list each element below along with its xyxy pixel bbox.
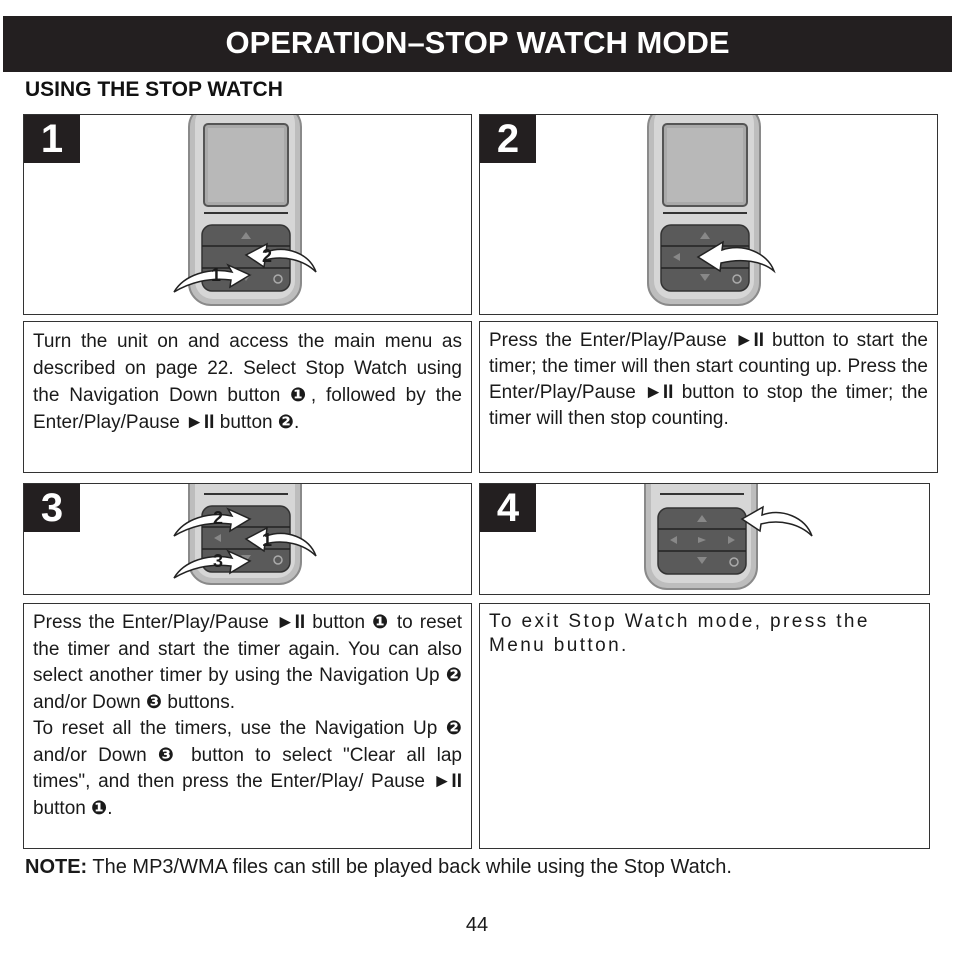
marker-1-icon: ❶ xyxy=(372,612,390,633)
step-number-badge: 1 xyxy=(24,115,80,163)
callout-number: 1 xyxy=(211,265,222,285)
description-text: and/or Down xyxy=(33,744,158,766)
step-3-illustration xyxy=(23,483,472,595)
description-text: To exit Stop Watch mode, press the Menu button. xyxy=(489,611,870,656)
marker-3-icon: ❸ xyxy=(146,691,163,713)
description-text: button to stop the timer; the timer will then stop counting. xyxy=(489,382,928,429)
mp3-player-illustration xyxy=(480,484,930,595)
step-2-illustration xyxy=(479,114,938,315)
play-pause-icon: ►II xyxy=(185,412,215,433)
section-heading: USING THE STOP WATCH xyxy=(25,78,283,101)
description-text: to reset the timer and start the timer again. You can also select another timer by using the Navigation Up xyxy=(33,612,462,686)
description-text: . xyxy=(107,797,113,819)
step-number-badge: 2 xyxy=(480,115,536,163)
description-text: , followed by the Enter/Play/Pause xyxy=(33,385,462,433)
description-text: button to select "Clear all lap times", and then press the Enter/Play/ Pause xyxy=(33,744,462,792)
description-text: To reset all the timers, use the Navigation Up xyxy=(33,718,446,739)
play-pause-icon: ►II xyxy=(275,612,306,633)
step-4-description xyxy=(479,603,930,849)
marker-2-icon: ❷ xyxy=(277,412,294,433)
description-text: Press the Enter/Play/Pause xyxy=(33,612,276,633)
step-3-description xyxy=(23,603,472,849)
mp3-player-illustration xyxy=(24,115,472,315)
play-pause-icon: ►II xyxy=(734,330,765,351)
description-text: button xyxy=(33,797,92,819)
marker-1-icon: ❶ xyxy=(91,797,108,819)
marker-2-icon: ❷ xyxy=(445,665,462,686)
description-text: . xyxy=(293,412,300,433)
note-line xyxy=(25,856,732,879)
page-number: 44 xyxy=(465,914,489,936)
callout-number: 3 xyxy=(213,551,224,571)
page-header xyxy=(3,16,952,72)
callout-number: 2 xyxy=(262,246,273,266)
note-label: NOTE: xyxy=(25,856,88,878)
marker-2-icon: ❷ xyxy=(445,718,462,739)
mp3-player-illustration xyxy=(24,484,472,595)
step-2-description xyxy=(479,321,938,473)
description-text: buttons. xyxy=(162,691,235,713)
step-number-badge: 4 xyxy=(480,484,536,532)
step-number-badge: 3 xyxy=(24,484,80,532)
play-pause-icon: ►II xyxy=(644,382,674,403)
step-1-description xyxy=(23,321,472,473)
description-text: Press the Enter/Play/Pause xyxy=(489,330,735,351)
page-title: OPERATION–STOP WATCH MODE xyxy=(225,25,730,60)
description-text: button to start the timer; the timer will then start counting up. Press the Enter/Play/Pause xyxy=(489,330,928,403)
step-4-illustration xyxy=(479,483,930,595)
step-1-illustration xyxy=(23,114,472,315)
description-text: and/or Down xyxy=(33,691,147,713)
callout-number: 1 xyxy=(262,530,273,550)
note-text: The MP3/WMA files can still be played back while using the Stop Watch. xyxy=(87,856,732,878)
marker-1-icon: ❶ xyxy=(290,385,311,406)
callout-number: 2 xyxy=(213,508,224,528)
marker-3-icon: ❸ xyxy=(157,744,180,766)
play-pause-icon: ►II xyxy=(432,771,462,792)
description-text: button xyxy=(305,612,373,633)
mp3-player-illustration xyxy=(480,115,938,315)
description-text: Turn the unit on and access the main menu as described on page 22. Select Stop Watch using the Navigation Down button xyxy=(33,331,462,406)
description-text: button xyxy=(214,412,278,433)
